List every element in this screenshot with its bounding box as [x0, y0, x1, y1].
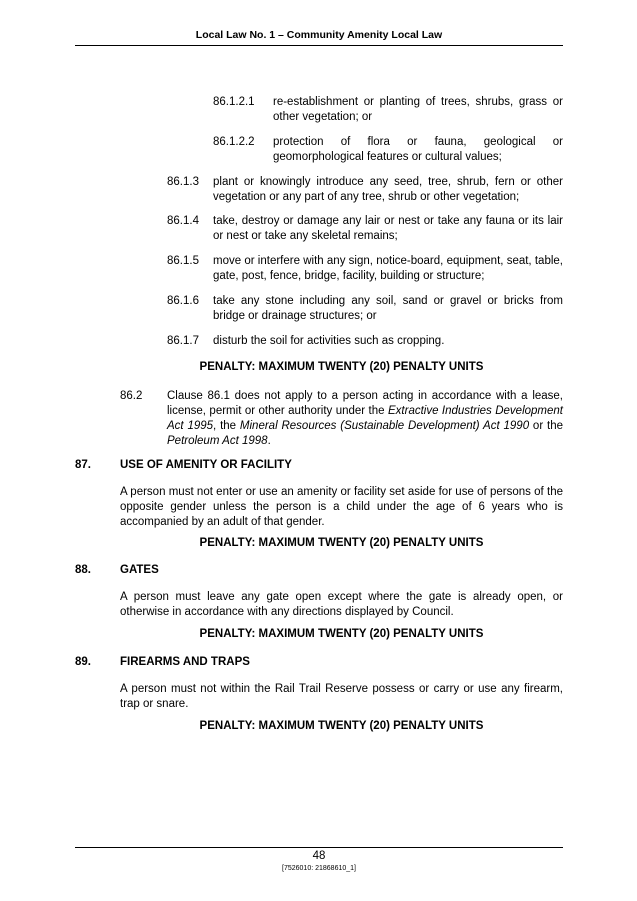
- clause-86-2-text-1: Clause 86.1 does not apply to a person acting in accordance with a lease, license, permit or other authority under the: [167, 390, 563, 417]
- clause-number-86-1-5: 86.1.5: [167, 255, 199, 267]
- penalty-line-88: PENALTY: MAXIMUM TWENTY (20) PENALTY UNITS: [199, 628, 484, 640]
- clause-86-2-text-4: .: [267, 435, 271, 447]
- penalty-line-87: PENALTY: MAXIMUM TWENTY (20) PENALTY UNITS: [199, 537, 484, 549]
- clause-number-86-1-7: 86.1.7: [167, 335, 199, 347]
- clause-number-86-1-2-2: 86.1.2.2: [213, 136, 255, 148]
- act-petroleum: Petroleum Act 1998: [167, 435, 268, 447]
- penalty-line-86: PENALTY: MAXIMUM TWENTY (20) PENALTY UNITS: [199, 361, 484, 373]
- section-body-88: A person must leave any gate open except where the gate is already open, or otherwise in accordance with any directions displayed by Council.: [120, 591, 563, 618]
- section-title-88: GATES: [120, 564, 159, 576]
- clause-text-86-1-6: take any stone including any soil, sand or gravel or bricks from bridge or drainage structures; or: [213, 295, 563, 322]
- section-title-87: USE OF AMENITY OR FACILITY: [120, 459, 292, 471]
- document-reference: [7526010: 21868610_1]: [282, 865, 356, 872]
- clause-number-86-1-2-1: 86.1.2.1: [213, 96, 255, 108]
- section-number-87: 87.: [75, 459, 91, 471]
- act-mineral-resources: Mineral Resources (Sustainable Development) Act 1990: [239, 420, 530, 432]
- clause-number-86-1-3: 86.1.3: [167, 176, 199, 188]
- section-number-88: 88.: [75, 564, 91, 576]
- clause-86-2-text-3: or the: [529, 420, 563, 432]
- clause-text-86-1-3: plant or knowingly introduce any seed, tree, shrub, fern or other vegetation or any part of any tree, shrub or other vegetation;: [213, 176, 563, 203]
- clause-86-2-text-2: , the: [213, 420, 240, 432]
- section-body-89: A person must not within the Rail Trail Reserve possess or carry or use any firearm, trap or snare.: [120, 683, 563, 710]
- clause-text-86-1-4: take, destroy or damage any lair or nest or take any fauna or its lair or nest or take any skeletal remains;: [213, 215, 563, 242]
- section-title-89: FIREARMS AND TRAPS: [120, 656, 250, 668]
- clause-text-86-1-2-2: protection of flora or fauna, geological or geomorphological features or cultural values;: [273, 136, 563, 163]
- penalty-line-89: PENALTY: MAXIMUM TWENTY (20) PENALTY UNITS: [199, 720, 484, 732]
- header-rule: [75, 45, 563, 46]
- page-header-title: Local Law No. 1 – Community Amenity Local Law: [195, 29, 443, 41]
- clause-text-86-1-7: disturb the soil for activities such as cropping.: [213, 335, 445, 347]
- clause-number-86-2: 86.2: [120, 390, 143, 402]
- clause-number-86-1-4: 86.1.4: [167, 215, 199, 227]
- section-body-87: A person must not enter or use an amenity or facility set aside for use of persons of the opposite gender unless the person is a child under the age of 6 years who is accompanied by an adult of that gender.: [120, 486, 563, 528]
- clause-text-86-1-5: move or interfere with any sign, notice-board, equipment, seat, table, gate, post, fence, bridge, facility, building or structure;: [213, 255, 563, 282]
- footer-rule: [75, 847, 563, 848]
- act-extractive-industries: Extractive Industries Development Act 1995: [167, 405, 563, 432]
- clause-text-86-1-2-1: re-establishment or planting of trees, shrubs, grass or other vegetation; or: [273, 96, 563, 123]
- page-number: 48: [312, 850, 326, 862]
- clause-number-86-1-6: 86.1.6: [167, 295, 199, 307]
- clause-text-86-2: [167, 389, 563, 449]
- section-number-89: 89.: [75, 656, 91, 668]
